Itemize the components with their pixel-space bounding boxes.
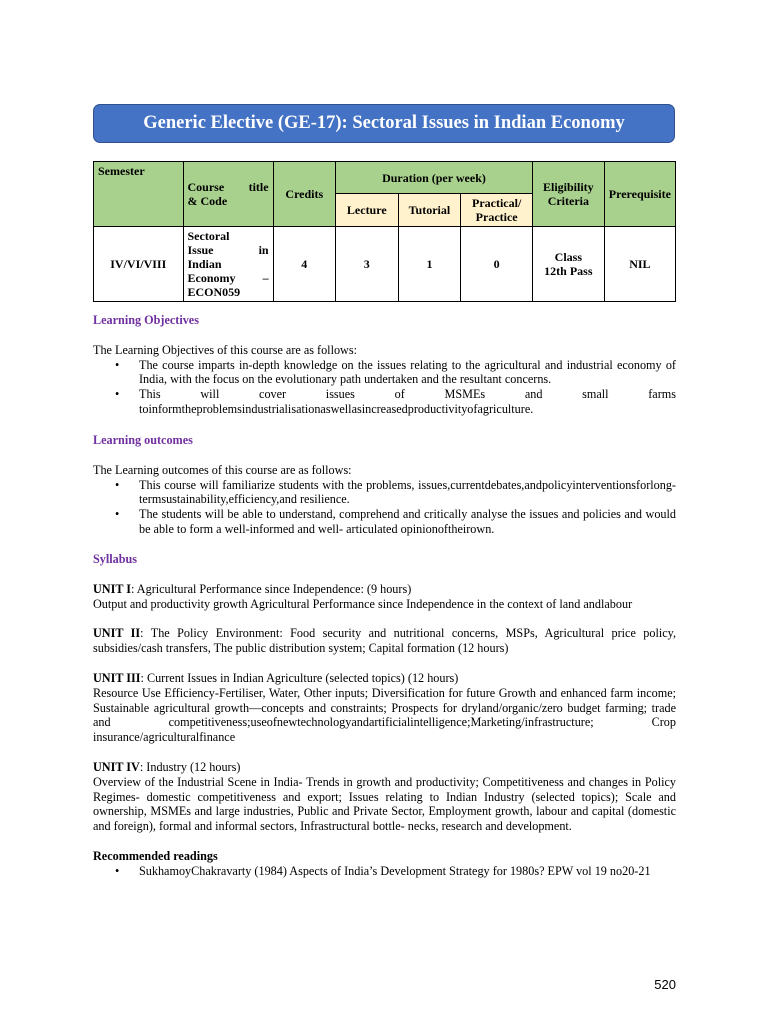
header-semester: Semester xyxy=(94,162,184,227)
course-details-table xyxy=(93,161,676,302)
unit-2 xyxy=(93,626,676,656)
cell-course-title: Sectoral Issue in Indian Economy – ECON059 xyxy=(183,227,273,302)
objectives-list xyxy=(93,358,676,417)
header-practical: Practical/ Practice xyxy=(461,194,533,227)
unit-title: : Agricultural Performance since Independence: (9 hours) xyxy=(131,581,412,596)
header-duration: Duration (per week) xyxy=(336,162,533,194)
page-number: 520 xyxy=(654,977,676,992)
unit-body: Output and productivity growth Agricultural Performance since Independence in the context of land andlabour xyxy=(93,596,633,611)
list-item: • The course imparts in-depth knowledge on the issues relating to the agricultural and industrial economy of India, with the focus on the evolutionary path undertaken and the resultant concerns. xyxy=(93,358,676,388)
unit-title: : Industry (12 hours) xyxy=(139,759,241,774)
cell-practical: 0 xyxy=(461,227,533,302)
header-tutorial: Tutorial xyxy=(398,194,461,227)
cell-semester: IV/VI/VIII xyxy=(94,227,184,302)
section-heading: Syllabus xyxy=(93,552,138,566)
outcomes-list xyxy=(93,478,676,537)
section-intro: The Learning outcomes of this course are as follows: xyxy=(93,462,352,477)
unit-label: UNIT IV xyxy=(93,759,140,774)
list-item: • The students will be able to understand, comprehend and critically analyse the issues and policies and would be able to form a well-informed and well- articulated opinionoftheirown. xyxy=(93,507,676,537)
header-eligibility: Eligibility Criteria xyxy=(532,162,604,227)
cell-credits: 4 xyxy=(273,227,335,302)
section-heading: Learning Objectives xyxy=(93,313,199,327)
learning-outcomes-section xyxy=(93,433,676,537)
cell-lecture: 3 xyxy=(336,227,399,302)
header-lecture: Lecture xyxy=(336,194,399,227)
readings-heading: Recommended readings xyxy=(93,848,218,863)
unit-label: UNIT I xyxy=(93,581,132,596)
header-credits: Credits xyxy=(273,162,335,227)
cell-tutorial: 1 xyxy=(398,227,461,302)
section-intro: The Learning Objectives of this course are as follows: xyxy=(93,342,357,357)
list-item: • This course will familiarize students with the problems, issues,currentdebates,andpolicyinterventionsforlong-termsustainability,efficiency,and resilience. xyxy=(93,478,676,508)
unit-label: UNIT III xyxy=(93,670,141,685)
unit-title: : Current Issues in Indian Agriculture (selected topics) (12 hours) xyxy=(140,670,459,685)
unit-3 xyxy=(93,671,676,686)
learning-objectives-section xyxy=(93,313,676,417)
unit-label: UNIT II xyxy=(93,626,141,641)
unit-title: : The Policy Environment: Food security and nutritional concerns, MSPs, Agricultural price policy, subsidies/cash transfers, The public distribution system; Capital formation (12 hours) xyxy=(93,626,676,656)
readings-list xyxy=(93,864,676,879)
unit-body: Resource Use Efficiency-Fertiliser, Water, Other inputs; Diversification for future Growth and enhanced farm income; Sustainable agricultural growth—concepts and constraints; Prospects for dryland/organic/zero budget farming; trade and competitiveness;useofnewtechnologyandartificialintelligence;Marketing/infrastructure; Crop insurance/agriculturalfinance xyxy=(93,685,676,745)
cell-prerequisite: NIL xyxy=(604,227,675,302)
unit-body: Overview of the Industrial Scene in India- Trends in growth and productivity; Competitiveness and changes in Policy Regimes- domestic competitiveness and export; Issues relating to Indian Industry (selected topics); Scale and ownership, MSMEs and large industries, Public and Private Sector, Employment growth, labour and capital (domestic and foreign), formal and informal sectors, Infrastructural bottle- necks, research and development. xyxy=(93,774,676,834)
course-title-banner: Generic Elective (GE-17): Sectoral Issues in Indian Economy xyxy=(93,104,675,143)
list-item: • This will cover issues of MSMEs and small farms toinformtheproblemsindustrialisationaswellasincreasedproductivityofagriculture. xyxy=(93,387,676,417)
section-heading: Learning outcomes xyxy=(93,433,193,447)
cell-eligibility: Class 12th Pass xyxy=(532,227,604,302)
unit-1 xyxy=(93,582,676,597)
header-prerequisite: Prerequisite xyxy=(604,162,675,227)
list-item: • SukhamoyChakravarty (1984) Aspects of India’s Development Strategy for 1980s? EPW vol 19 no20-21 xyxy=(93,864,676,879)
syllabus-section xyxy=(93,552,676,879)
unit-4 xyxy=(93,760,676,775)
header-course-title: Course title & Code xyxy=(183,162,273,227)
